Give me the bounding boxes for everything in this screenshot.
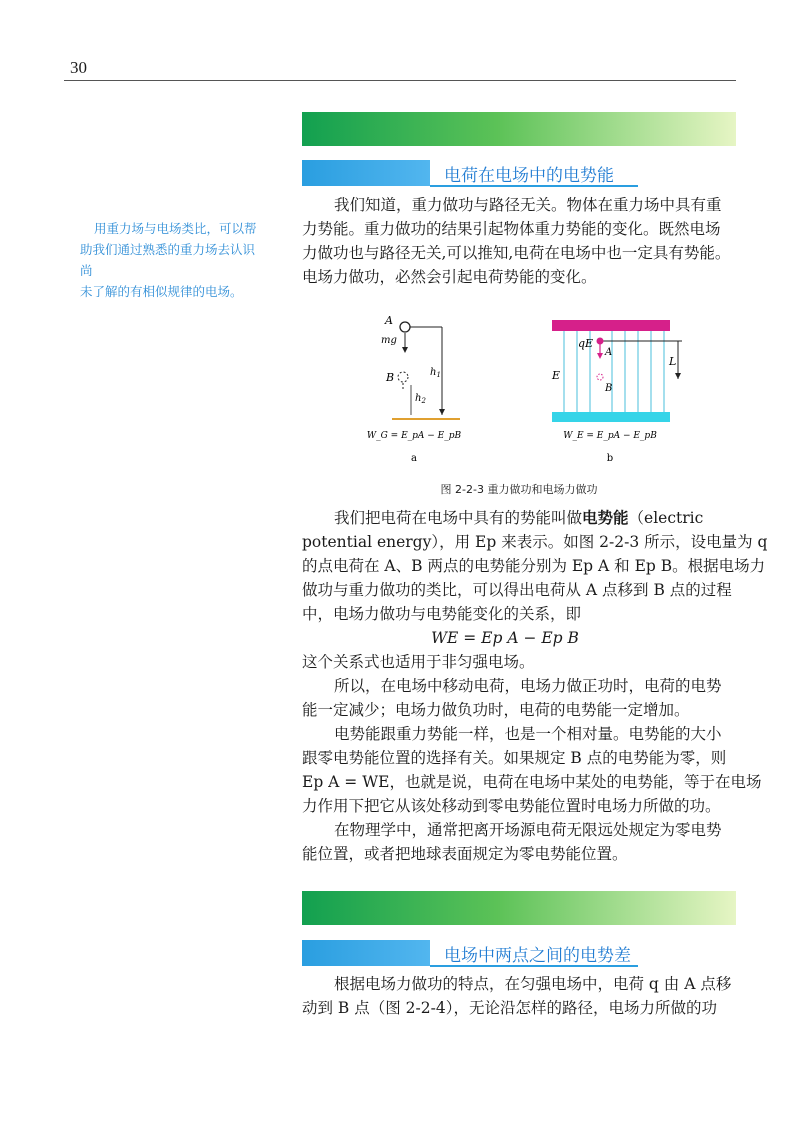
text-line: 中，电场力做功与电势能变化的关系，即 [302, 605, 582, 623]
text-line: 电场力做功，必然会引起电荷势能的变化。 [302, 268, 597, 286]
margin-note [80, 218, 260, 302]
label-l: L [669, 355, 677, 368]
margin-note-line: 助我们通过熟悉的重力场去认识尚 [80, 242, 256, 278]
body-text [302, 506, 768, 866]
figure-panel-a [367, 314, 462, 464]
qe-arrow-head [597, 353, 603, 359]
section-heading-block [302, 940, 430, 966]
section-banner-2 [302, 891, 736, 925]
figure-caption: 图 2-2-3 重力做功和电场力做功 [440, 483, 598, 496]
text-line: 的点电荷在 A、B 两点的电势能分别为 Ep A 和 Ep B。根据电场力 [302, 557, 766, 575]
section-title: 电场中两点之间的电势差 [444, 946, 631, 966]
section-heading-block [302, 160, 430, 186]
label-qe: qE [578, 337, 594, 350]
text-line: 我们把电荷在电场中具有的势能叫做电势能（electric [334, 508, 704, 527]
page-number: 30 [70, 58, 87, 77]
positive-plate [552, 320, 670, 331]
negative-plate [552, 412, 670, 422]
margin-note-line: 未了解的有相似规律的电场。 [80, 284, 243, 299]
text-line: 所以，在电场中移动电荷，电场力做正功时，电荷的电势 [334, 677, 722, 695]
mg-arrow-head [402, 347, 408, 353]
intro-paragraph [302, 193, 738, 289]
text-line: 做功与重力做功的类比，可以得出电荷从 A 点移到 B 点的过程 [302, 581, 732, 599]
section2-body [302, 972, 738, 1020]
margin-note-line: 用重力场与电场类比，可以帮 [94, 221, 257, 236]
text-line: 能位置，或者把地球表面规定为零电势能位置。 [302, 845, 628, 863]
label-a: A [385, 314, 393, 327]
text-line: 动到 B 点（图 2-2-4），无论沿怎样的路径，电场力所做的功 [302, 999, 717, 1017]
charge-at-a [597, 338, 604, 345]
header-rule [64, 80, 736, 81]
text-line: potential energy），用 Ep 来表示。如图 2-2-3 所示，设电量为 q [302, 533, 768, 551]
label-h2: $h_2$ [415, 393, 426, 405]
formula-gravity: W_G = E_pA − E_pB [366, 431, 462, 441]
text-line: 力势能。重力做功的结果引起物体重力势能的变化。既然电场 [302, 220, 721, 238]
l-arrow-head [675, 373, 681, 379]
text-line: Ep A = WE，也就是说，电荷在电场中某处的电势能，等于在电场 [302, 773, 762, 791]
text-line: 跟零电势能位置的选择有关。如果规定 B 点的电势能为零，则 [302, 749, 727, 767]
panel-label-a: a [411, 453, 417, 464]
ball-at-a [400, 322, 410, 332]
text-line: 这个关系式也适用于非匀强电场。 [302, 653, 535, 671]
text-line: 根据电场力做功的特点，在匀强电场中，电荷 q 由 A 点移 [334, 975, 732, 993]
term-potential-energy: 电势能 [582, 508, 629, 527]
text-line: 力做功也与路径无关,可以推知,电荷在电场中也一定具有势能。 [302, 244, 731, 262]
h1-arrow-head [439, 409, 445, 415]
ball-at-b [398, 372, 408, 382]
section-heading-1 [302, 160, 638, 186]
equation: WE = Ep A − Ep B [431, 629, 579, 647]
label-a-b: A [605, 347, 613, 358]
figure-panel-b [551, 320, 682, 464]
label-h1: $h_1$ [430, 367, 441, 379]
charge-at-b [597, 374, 603, 380]
text-line: 我们知道，重力做功与路径无关。物体在重力场中具有重 [334, 196, 722, 214]
section-banner-1 [302, 112, 736, 146]
label-b-b: B [605, 383, 613, 394]
text-line: 力作用下把它从该处移动到零电势能位置时电场力所做的功。 [302, 797, 721, 815]
text-line: 在物理学中，通常把离开场源电荷无限远处规定为零电势 [334, 821, 722, 839]
figure-gravity-vs-electric [302, 305, 736, 475]
text-line: 能一定减少；电场力做负功时，电荷的电势能一定增加。 [302, 701, 690, 719]
text-line: 电势能跟重力势能一样，也是一个相对量。电势能的大小 [334, 725, 722, 743]
label-b: B [386, 371, 395, 384]
panel-label-b: b [606, 453, 614, 464]
label-mg: mg [381, 335, 397, 346]
section-title: 电荷在电场中的电势能 [444, 166, 614, 186]
section-heading-2 [302, 940, 638, 966]
label-e: E [552, 369, 561, 382]
formula-electric: W_E = E_pA − E_pB [563, 431, 657, 441]
